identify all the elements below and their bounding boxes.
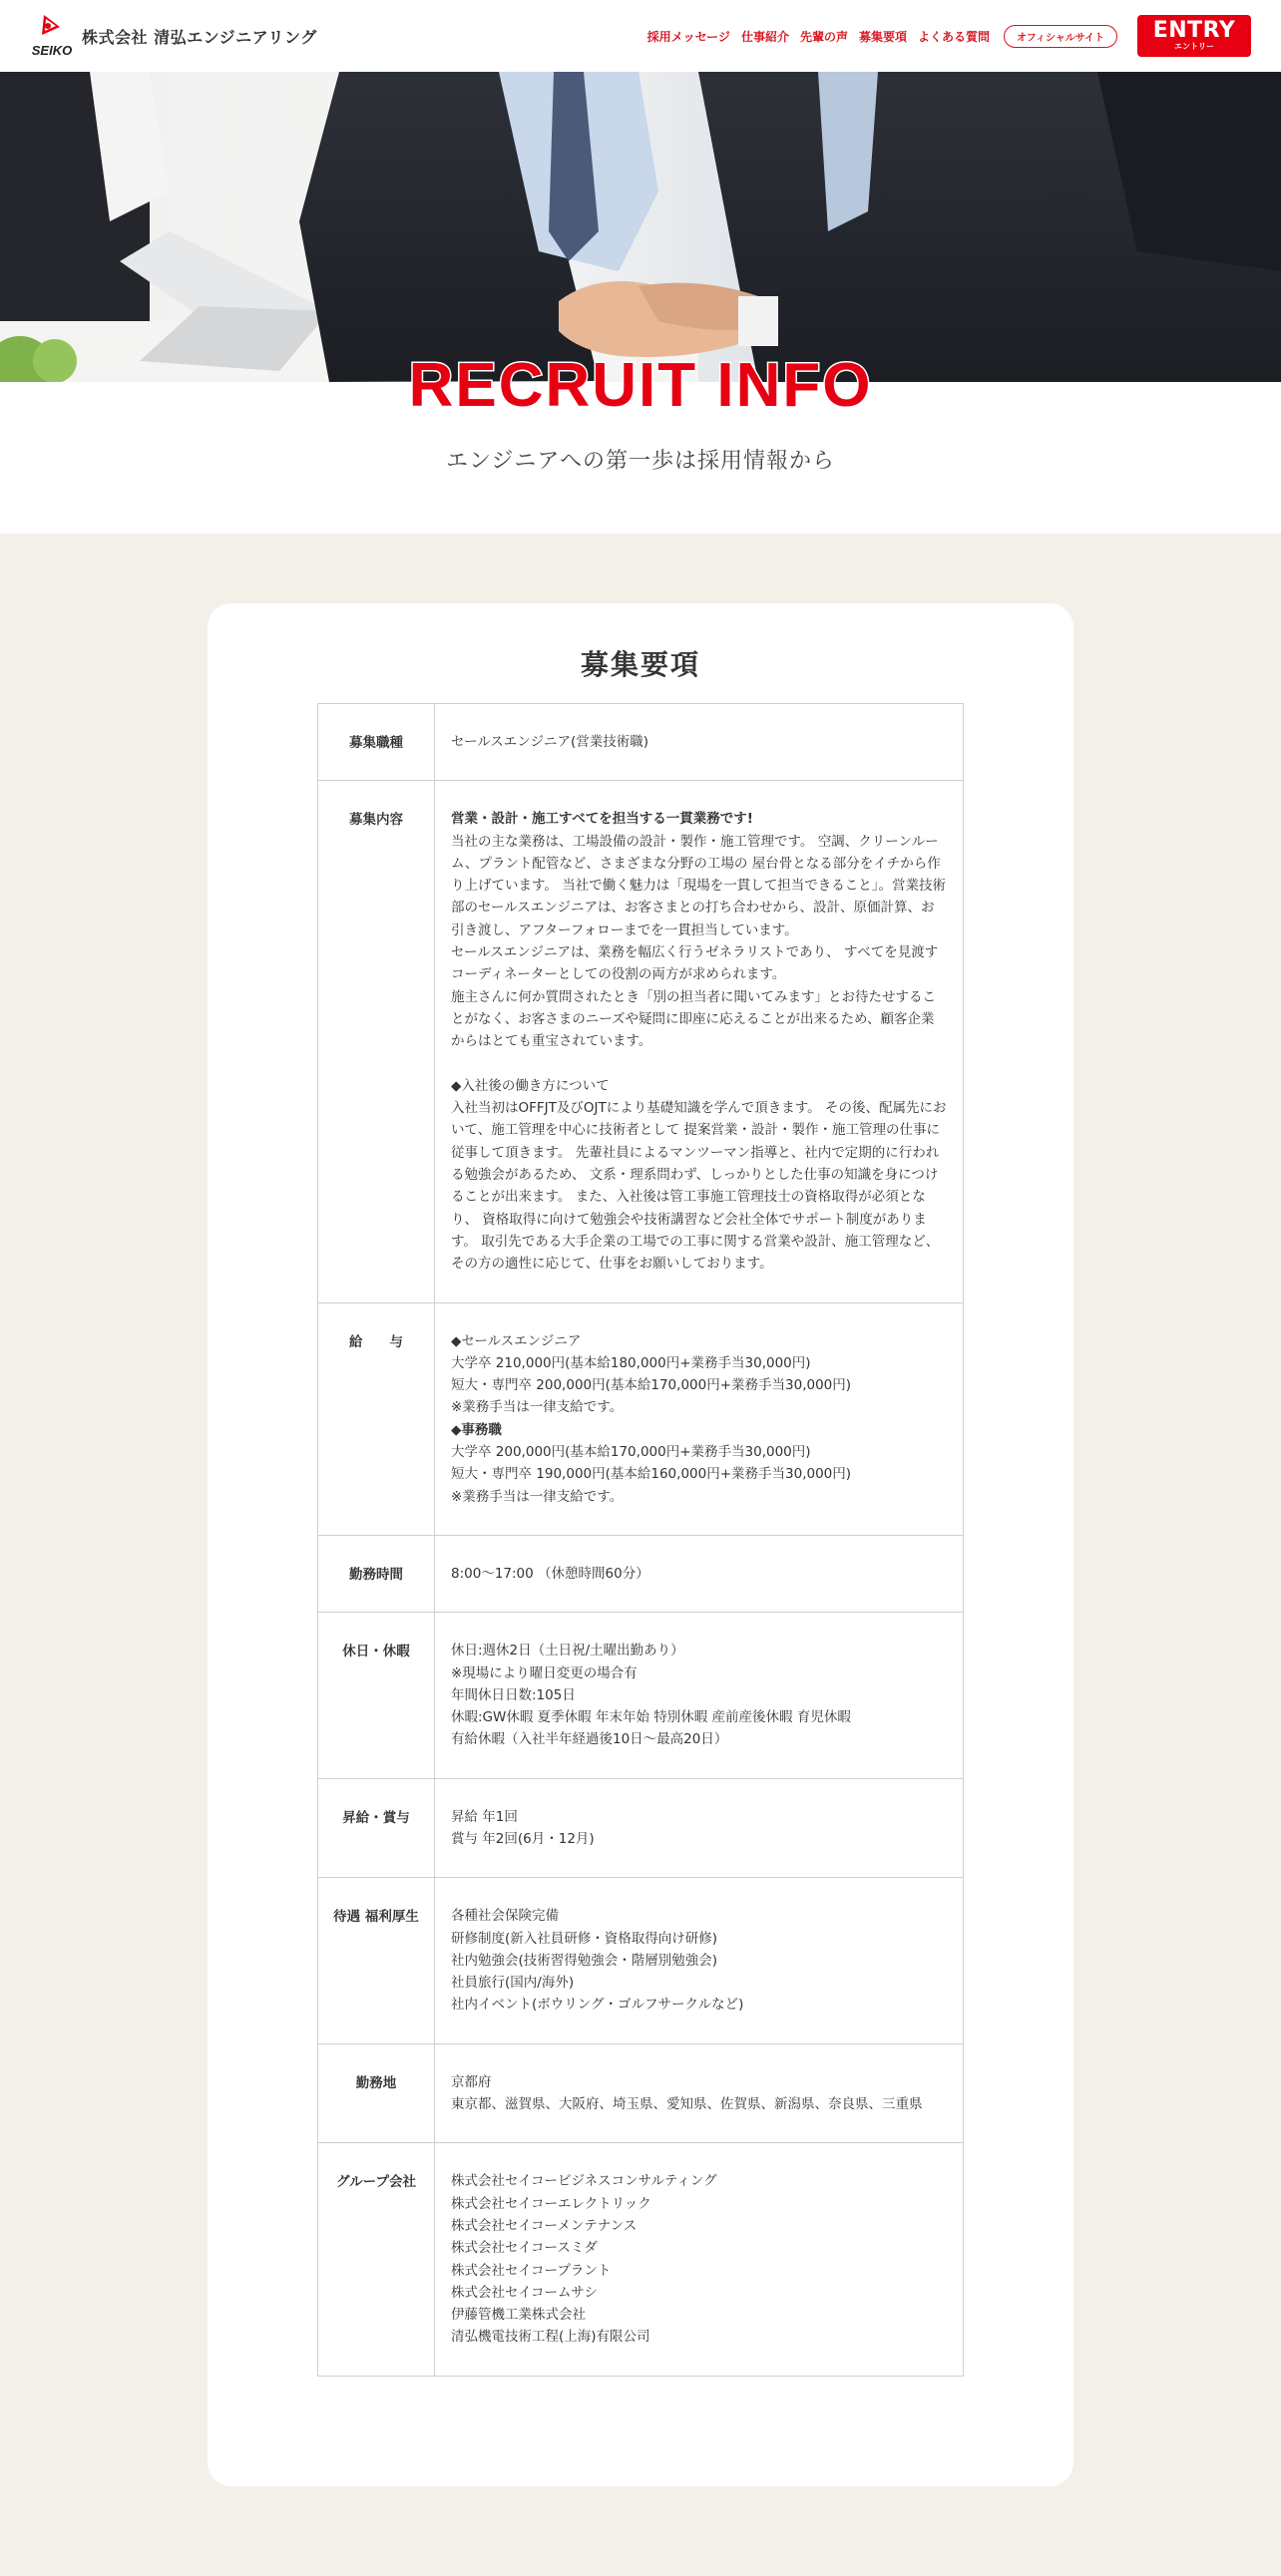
logo[interactable] <box>30 13 317 59</box>
page-subtitle: エンジニアへの第一歩は採用情報から <box>445 449 835 474</box>
row-value <box>435 704 964 781</box>
row-value <box>435 1878 964 2043</box>
row-value-line: ※業務手当は一律支給です。 <box>451 1488 624 1505</box>
row-value-line: 株式会社セイコービジネスコンサルティング <box>451 2173 717 2190</box>
row-label: 昇給・賞与 <box>318 1778 435 1878</box>
table-row <box>318 781 964 1302</box>
entry-button[interactable] <box>1137 15 1251 57</box>
page-title: RECRUIT INFO <box>408 351 873 420</box>
site-header <box>0 0 1281 72</box>
row-value-line: 伊藤管機工業株式会社 <box>451 2307 586 2324</box>
row-value-line: 各種社会保険完備 <box>451 1908 559 1925</box>
row-label: 休日・休暇 <box>318 1613 435 1778</box>
entry-button-sublabel: エントリー <box>1174 42 1214 51</box>
seiko-logo-icon <box>30 13 74 59</box>
row-value <box>435 2143 964 2376</box>
row-value <box>435 781 964 1302</box>
official-site-button[interactable]: オフィシャルサイト <box>1004 25 1117 48</box>
table-row <box>318 2043 964 2143</box>
row-value-line: 有給休暇（入社半年経過後10日〜最高20日） <box>451 1731 728 1748</box>
row-value-line: 営業・設計・施工すべてを担当する一貫業務です! <box>451 811 753 828</box>
nav-senior-voices[interactable]: 先輩の声 <box>799 29 848 44</box>
row-value-line: 株式会社セイコープラント <box>451 2262 612 2279</box>
main-nav <box>637 15 1251 57</box>
row-value-line: 入社当初はOFFJT及びOJTにより基礎知識を学んで頂きます。 その後、配属先において、施工管理を中心に技術者として 提案営業・設計・製作・施工管理の仕事に従事して頂きます。 先輩社員によるマンツーマン指導と、社内で定期的に行われる勉強会があるため、 文系・理系問わず、しっかりとした仕事の知識を身につけることが出来ます。 また、入社後は管工事施工管理技士の資格取得が必須となり、 資格取得に向けて勉強会や技術講習など会社全体でサポート制度があります。 取引先である大手企業の工場での工事に関する営業や設計、施工管理など、 その方の適性に応じて、仕事をお願いしております。 <box>451 1100 947 1273</box>
row-value-line: 賞与 年2回(6月・12月) <box>451 1830 595 1847</box>
row-label: 募集内容 <box>318 781 435 1302</box>
row-value-line: 大学卒 200,000円(基本給170,000円+業務手当30,000円) <box>451 1444 811 1461</box>
svg-text:SEIKO: SEIKO <box>31 43 73 58</box>
entry-button-label: ENTRY <box>1152 18 1236 43</box>
row-value-line: 短大・専門卒 200,000円(基本給170,000円+業務手当30,000円) <box>451 1377 852 1394</box>
row-value-line: ※業務手当は一律支給です。 <box>451 1399 624 1416</box>
row-label: 勤務時間 <box>318 1535 435 1612</box>
row-label: 募集職種 <box>318 704 435 781</box>
row-value-line: セールスエンジニア(営業技術職) <box>451 734 648 750</box>
table-row <box>318 2143 964 2376</box>
page-title-section <box>0 351 1281 534</box>
row-value-line: セールスエンジニアは、業務を幅広く行うゼネラリストであり、 すべてを見渡すコーディネーターとしての役割の両方が求められます。 <box>451 944 939 983</box>
row-value-line: 昇給 年1回 <box>451 1808 518 1825</box>
row-label: 勤務地 <box>318 2043 435 2143</box>
row-value-line <box>451 1053 947 1075</box>
row-value-line: 休暇:GW休暇 夏季休暇 年末年始 特別休暇 産前産後休暇 育児休暇 <box>451 1709 851 1726</box>
row-value-line: 京都府 <box>451 2073 492 2090</box>
row-value-line: 社内イベント(ボウリング・ゴルフサークルなど) <box>451 1997 744 2014</box>
handshake-photo <box>0 72 1281 382</box>
row-value-line: 8:00〜17:00 （休憩時間60分） <box>451 1565 649 1582</box>
table-row <box>318 1878 964 2043</box>
row-value-line: 東京都、滋賀県、大阪府、埼玉県、愛知県、佐賀県、新潟県、奈良県、三重県 <box>451 2096 923 2113</box>
row-value <box>435 2043 964 2143</box>
requirements-table <box>317 703 964 2377</box>
row-value-line: 株式会社セイコーエレクトリック <box>451 2195 651 2212</box>
row-value-line: 清弘機電技術工程(上海)有限公司 <box>451 2329 650 2346</box>
row-value-line: ◆入社後の働き方について <box>451 1077 610 1094</box>
row-value-line: 社内勉強会(技術習得勉強会・階層別勉強会) <box>451 1952 718 1969</box>
row-value-line: 休日:週休2日（土日祝/土曜出勤あり） <box>451 1643 684 1659</box>
row-value <box>435 1535 964 1612</box>
row-value-line: 短大・専門卒 190,000円(基本給160,000円+業務手当30,000円) <box>451 1466 852 1483</box>
row-value-line: 大学卒 210,000円(基本給180,000円+業務手当30,000円) <box>451 1354 811 1371</box>
hero-image <box>0 72 1281 382</box>
row-value-line: 年間休日日数:105日 <box>451 1686 576 1703</box>
table-row <box>318 704 964 781</box>
nav-recruit-message[interactable]: 採用メッセージ <box>646 29 730 44</box>
row-value-line: ◆事務職 <box>451 1421 502 1438</box>
company-name: 株式会社 清弘エンジニアリング <box>82 27 317 47</box>
row-label: グループ会社 <box>318 2143 435 2376</box>
row-value-line: 当社の主な業務は、工場設備の設計・製作・施工管理です。 空調、クリーンルーム、プラント配管など、さまざまな分野の工場の 屋台骨となる部分をイチから作り上げています。 当社で働く魅力は「現場を一貫して担当できること」。営業技術部のセールスエンジニアは、お客さまとの打ち合わせから、設計、原価計算、お引き渡し、アフターフォローまでを一貫担当しています。 <box>451 833 946 938</box>
table-row <box>318 1302 964 1535</box>
row-value-line: ※現場により曜日変更の場合有 <box>451 1664 638 1681</box>
row-value-line: ◆セールスエンジニア <box>451 1332 582 1349</box>
main-content <box>0 534 1281 2576</box>
requirements-card <box>208 603 1073 2486</box>
row-value-line: 研修制度(新入社員研修・資格取得向け研修) <box>451 1930 718 1947</box>
nav-requirements[interactable]: 募集要項 <box>858 29 907 44</box>
table-row <box>318 1778 964 1878</box>
row-value <box>435 1302 964 1535</box>
nav-faq[interactable]: よくある質問 <box>917 29 990 44</box>
row-value-line: 株式会社セイコースミダ <box>451 2240 598 2257</box>
table-row <box>318 1613 964 1778</box>
row-label: 給 与 <box>318 1302 435 1535</box>
row-value <box>435 1778 964 1878</box>
row-value-line: 社員旅行(国内/海外) <box>451 1975 575 1992</box>
row-value <box>435 1613 964 1778</box>
row-label: 待遇 福利厚生 <box>318 1878 435 2043</box>
table-row <box>318 1535 964 1612</box>
row-value-line: 株式会社セイコームサシ <box>451 2284 599 2301</box>
nav-job-intro[interactable]: 仕事紹介 <box>740 29 789 44</box>
requirements-heading: 募集要項 <box>580 648 700 681</box>
row-value-line: 株式会社セイコーメンテナンス <box>451 2217 638 2234</box>
row-value-line: 施主さんに何か質問されたとき「別の担当者に聞いてみます」とお待たせすることがなく、お客さまのニーズや疑問に即座に応えることが出来るため、顧客企業からはとても重宝されています。 <box>451 988 936 1050</box>
